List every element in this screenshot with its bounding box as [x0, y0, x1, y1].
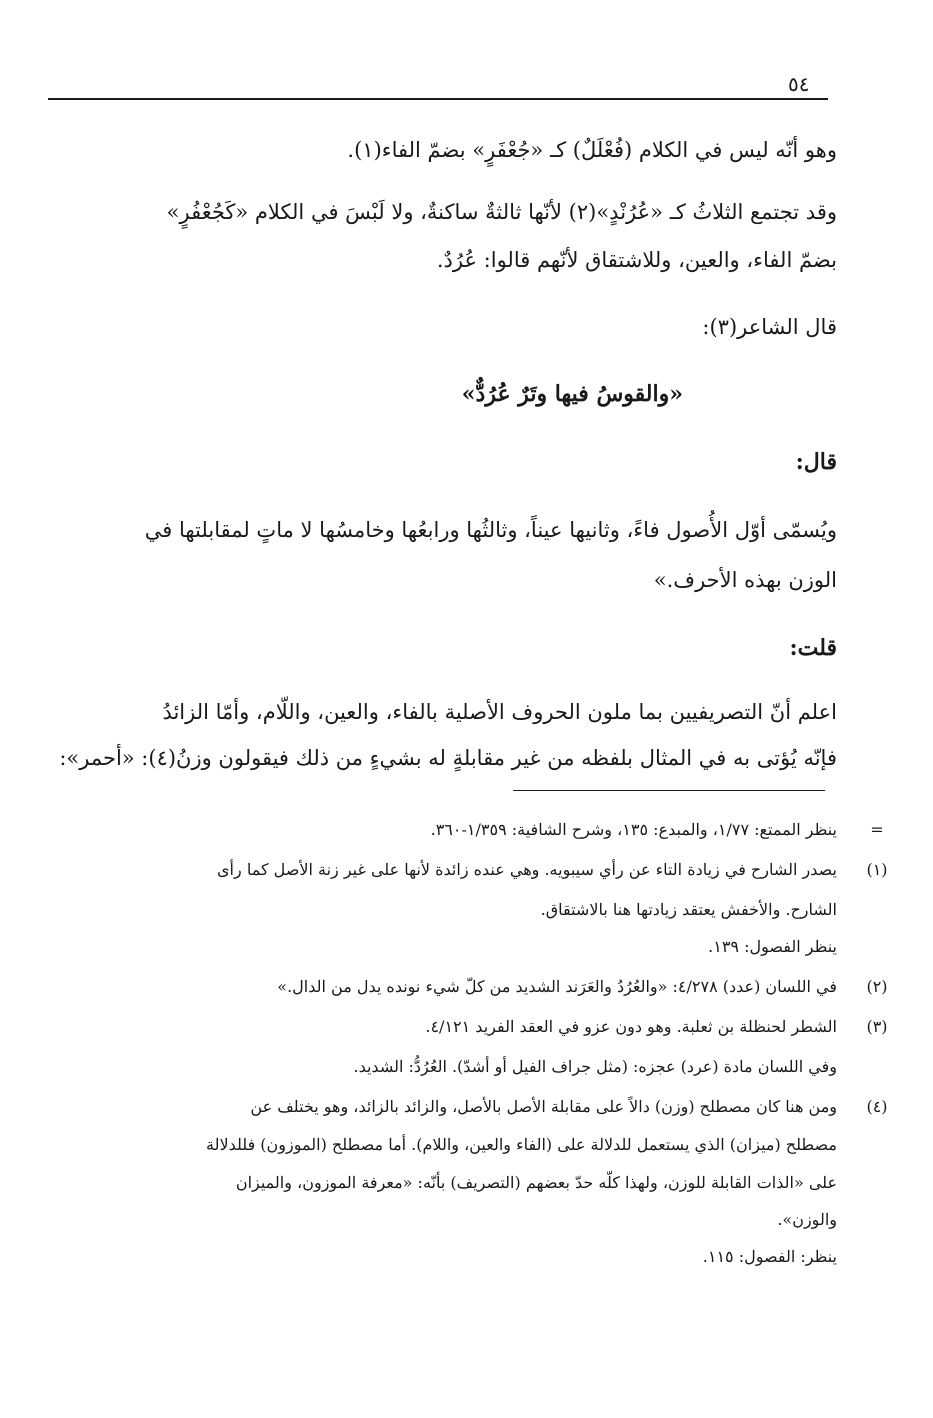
- paragraph-2-line-1: وقد تجتمع الثلاثُ كـ «عُرُنْدٍ»(٢) لأنّها ثالثةٌ ساكنةٌ، ولا لَبْسَ في الكلام «كَجُعْفُرٍ»: [166, 200, 837, 224]
- footnote-number: (١): [866, 860, 888, 879]
- poet-intro: قال الشاعر(٣):: [702, 315, 837, 339]
- paragraph-4-line-1: ويُسمّى أوّل الأُصول فاءً، وثانيها عيناً، وثالثُها ورابعُها وخامسُها لا ماتٍ لمقابلتها في: [144, 518, 837, 542]
- footnote-number: (٤): [866, 1097, 888, 1116]
- footnote-4-line-3: على «الذات القابلة للوزن، ولهذا كلّه حدّ بعضهم (التصريف) بأنّه: «معرفة الموزون، والميزان: [235, 1173, 837, 1192]
- footnote-number: (٣): [866, 1017, 888, 1036]
- paragraph-2-line-2: بضمّ الفاء، والعين، وللاشتقاق لأنّهم قالوا: عُرُدٌ.: [436, 248, 837, 272]
- footnote-4-line-5: ينظر: الفصول: ١١٥.: [702, 1247, 837, 1266]
- paragraph-1: وهو أنّه ليس في الكلام (فُعْلَلٌ) كـ «جُعْفَرٍ» بضمّ الفاء(١).: [347, 138, 837, 162]
- paragraph-5-line-1: اعلم أنّ التصريفيين بما ملون الحروف الأصلية بالفاء، والعين، واللّام، وأمّا الزائدُ: [162, 700, 837, 724]
- footnote-separator: [513, 790, 825, 791]
- footnote-2: [48, 972, 888, 1002]
- footnote-1-line-3: ينظر الفصول: ١٣٩.: [708, 937, 837, 956]
- paragraph-4-line-2: الوزن بهذه الأحرف.»: [653, 568, 837, 592]
- footnote-1: [48, 855, 888, 885]
- footnote-text: يصدر الشارح في زيادة التاء عن رأي سيبويه. وهي عنده زائدة لأنها على غير زنة الأصل كما رأى: [217, 860, 837, 879]
- page-number: ٥٤: [788, 72, 810, 96]
- footnote-text: ومن هنا كان مصطلح (وزن) دالاً على مقابلة الأصل بالأصل، والزائد بالزائد، وهو يختلف عن: [250, 1097, 837, 1116]
- footnote-1-line-2: الشارح. والأخفش يعتقد زيادتها هنا بالاشتقاق.: [540, 900, 837, 919]
- paragraph-5-line-2: فإنّه يُؤتى به في المثال بلفظه من غير مقابلةٍ له بشيءٍ من ذلك فيقولون وزنُ(٤): «أحمر»:: [59, 746, 837, 770]
- footnote-4-line-4: والوزن».: [777, 1210, 837, 1229]
- footnote-4-line-2: مصطلح (ميزان) الذي يستعمل للدلالة على (الفاء والعين، واللام). أما مصطلح (الموزون) فللدلالة: [206, 1135, 837, 1154]
- footnote-number: (٢): [866, 977, 888, 996]
- footnote-3-line-2: وفي اللسان مادة (عرد) عجزه: (مثل جراف الفيل أو أشدّ). العُرُدُّ: الشديد.: [353, 1057, 837, 1076]
- footnote-text: في اللسان (عدد) ٤/٢٧٨: «والعُرُدُ والعَرَند الشديد من كلّ شيء نونده يدل من الدال.»: [277, 977, 837, 996]
- footnote-text: ينظر الممتع: ١/٧٧، والمبدع: ١٣٥، وشرح الشافية: ١/٣٥٩-٣٦٠.: [430, 820, 837, 839]
- footnote-continuation: [48, 815, 884, 845]
- verse-line: «والقوسُ فيها وتَرٌ عُرُدٌّ»: [461, 381, 683, 407]
- footnote-4: [48, 1092, 888, 1122]
- footnote-text: الشطر لحنظلة بن ثعلبة. وهو دون عزو في العقد الفريد ٤/١٢١.: [425, 1017, 837, 1036]
- footnote-3: [48, 1012, 888, 1042]
- heading-qultu: قلت:: [789, 635, 837, 661]
- header-rule: [48, 98, 828, 100]
- footnote-continuation-mark: =: [870, 820, 884, 839]
- heading-qala: قال:: [795, 449, 837, 475]
